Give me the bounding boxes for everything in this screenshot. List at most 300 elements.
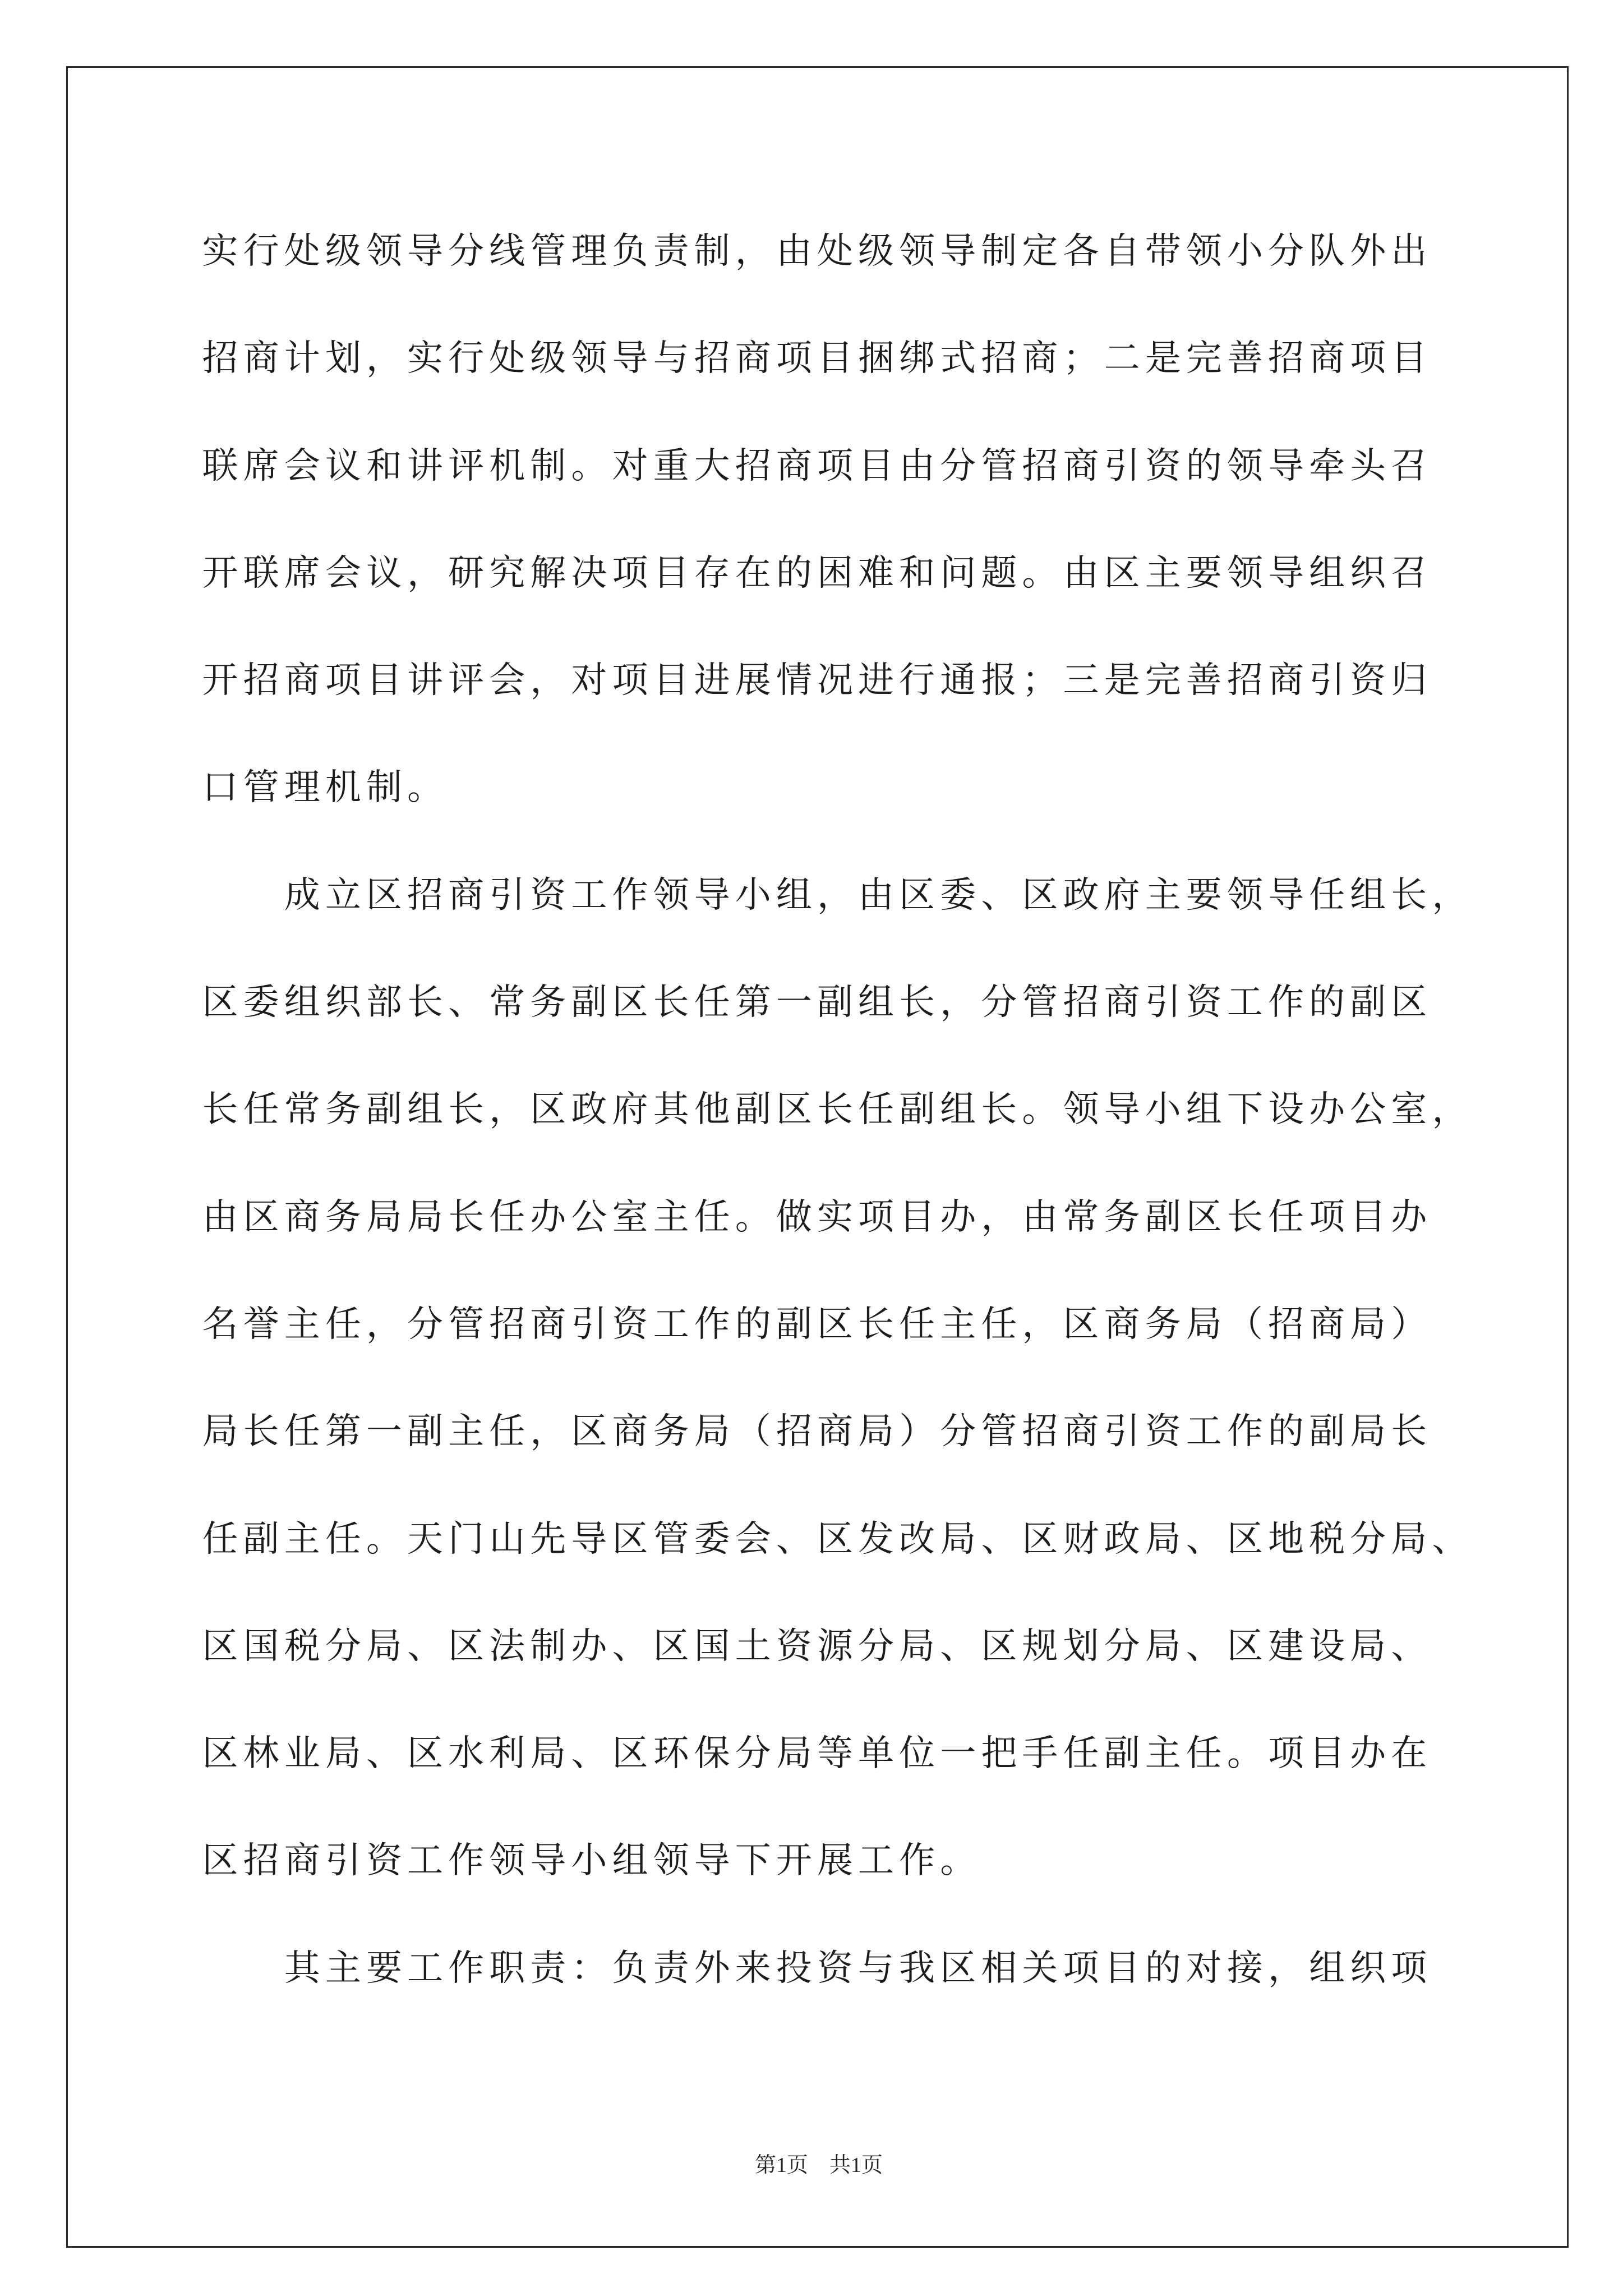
glyph-cell: 区 (1227, 1519, 1263, 1559)
text-line (200, 197, 1490, 305)
glyph-cell: 把 (981, 1733, 1017, 1774)
glyph-cell: 、 (1391, 1626, 1427, 1666)
glyph-cell: ， (530, 1411, 566, 1452)
glyph-cell: 小 (571, 1841, 607, 1881)
glyph-cell: 行 (448, 338, 485, 379)
text-line (200, 1378, 1490, 1485)
glyph-cell: 理 (284, 767, 320, 808)
glyph-cell: 公 (571, 1197, 607, 1237)
glyph-cell: 区 (1391, 982, 1427, 1023)
glyph-cell: 区 (1063, 1304, 1099, 1344)
glyph-cell: 局 (366, 1197, 402, 1237)
glyph-cell: 导 (612, 338, 648, 379)
glyph-cell: 规 (1022, 1626, 1058, 1666)
glyph-cell: 会 (284, 445, 320, 486)
glyph-cell: 任 (1186, 1733, 1222, 1774)
glyph-cell: 实 (202, 231, 238, 271)
text-line (200, 1593, 1490, 1700)
glyph-cell: 誉 (243, 1304, 279, 1344)
text-line (200, 519, 1490, 627)
glyph-cell: 长 (858, 1304, 895, 1344)
glyph-cell: 领 (489, 1841, 525, 1881)
glyph-cell: 管 (981, 1411, 1017, 1452)
text-line (200, 1915, 1490, 2022)
glyph-cell: 务 (530, 982, 566, 1023)
glyph-cell: 局 (940, 1519, 976, 1559)
glyph-cell: 作 (899, 1841, 935, 1881)
glyph-cell: 导 (940, 231, 976, 271)
glyph-cell: 主 (448, 1411, 485, 1452)
glyph-cell: 组 (407, 1089, 444, 1130)
glyph-cell: 分 (940, 1411, 976, 1452)
glyph-cell: 副 (1104, 1733, 1140, 1774)
glyph-cell: 组 (940, 1089, 976, 1130)
glyph-cell: 组 (612, 1841, 648, 1881)
glyph-cell: （ (1227, 1304, 1263, 1344)
glyph-cell: 组 (1309, 553, 1345, 593)
glyph-cell: 区 (202, 1626, 238, 1666)
glyph-cell: 主 (940, 1304, 976, 1344)
glyph-cell: 长 (448, 1197, 485, 1237)
glyph-cell: 局 (530, 1733, 566, 1774)
glyph-cell: 工 (407, 1948, 444, 1988)
glyph-cell: 任 (202, 1519, 238, 1559)
glyph-cell: 是 (1104, 660, 1140, 701)
glyph-cell: 划 (325, 338, 361, 379)
glyph-cell: 商 (735, 338, 771, 379)
glyph-cell: 制 (530, 445, 566, 486)
glyph-cell: 小 (1145, 1089, 1181, 1130)
glyph-cell: 局 (694, 1411, 730, 1452)
glyph-cell: 工 (571, 875, 607, 915)
glyph-cell: 公 (1350, 1089, 1386, 1130)
glyph-cell: 责 (653, 231, 689, 271)
glyph-cell: 区 (981, 1626, 1017, 1666)
glyph-cell: 任 (1063, 1733, 1099, 1774)
glyph-cell: 副 (1350, 982, 1386, 1023)
glyph-cell: 评 (448, 660, 485, 701)
glyph-cell: 组 (776, 875, 812, 915)
glyph-cell: 任 (694, 1197, 730, 1237)
glyph-cell: 组 (1186, 1089, 1222, 1130)
glyph-cell: 制 (530, 1626, 566, 1666)
glyph-cell: ， (489, 1089, 525, 1130)
glyph-cell: 商 (612, 1411, 648, 1452)
glyph-cell: 下 (1227, 1089, 1263, 1130)
glyph-cell: 招 (1267, 1304, 1304, 1344)
glyph-cell: 招 (1227, 660, 1263, 701)
glyph-cell: 主 (325, 1948, 361, 1988)
glyph-cell: 要 (366, 1948, 402, 1988)
glyph-cell: 副 (899, 1089, 935, 1130)
glyph-cell: 和 (899, 553, 935, 593)
glyph-cell: 局 (1145, 1519, 1181, 1559)
glyph-cell: 常 (489, 982, 525, 1023)
glyph-cell: 商 (1309, 1304, 1345, 1344)
glyph-cell: 管 (653, 1519, 689, 1559)
glyph-cell: 研 (448, 553, 485, 593)
glyph-cell: 由 (1063, 553, 1099, 593)
glyph-cell: 会 (735, 1519, 771, 1559)
glyph-cell: 题 (981, 553, 1017, 593)
glyph-cell: 导 (530, 1841, 566, 1881)
glyph-cell: 副 (366, 1089, 402, 1130)
text-line (200, 949, 1490, 1056)
glyph-cell: 常 (1063, 1197, 1099, 1237)
glyph-cell: 行 (899, 660, 935, 701)
glyph-cell: 区 (448, 1626, 485, 1666)
glyph-cell: 议 (325, 445, 361, 486)
text-line (200, 1056, 1490, 1163)
glyph-cell: 一 (366, 1411, 402, 1452)
glyph-cell: 局 (1145, 1626, 1181, 1666)
glyph-cell: ， (366, 1304, 402, 1344)
glyph-cell: 领 (366, 231, 402, 271)
glyph-cell: 商 (776, 445, 812, 486)
glyph-cell: 招 (1022, 445, 1058, 486)
text-line (200, 412, 1490, 519)
glyph-cell: 级 (858, 231, 895, 271)
glyph-cell: 资 (1350, 660, 1386, 701)
glyph-cell: 务 (325, 1089, 361, 1130)
glyph-cell: 招 (489, 1304, 525, 1344)
glyph-cell: 由 (858, 875, 895, 915)
glyph-cell: 国 (243, 1626, 279, 1666)
glyph-cell: 由 (899, 445, 935, 486)
glyph-cell: 导 (694, 1841, 730, 1881)
glyph-cell: 究 (489, 553, 525, 593)
glyph-cell: 。 (1022, 553, 1058, 593)
glyph-cell: 办 (1391, 1197, 1427, 1237)
glyph-cell: 的 (1309, 982, 1345, 1023)
glyph-cell: 区 (1022, 1519, 1058, 1559)
glyph-cell: 局 (858, 1411, 895, 1452)
glyph-cell: 下 (735, 1841, 771, 1881)
glyph-cell: 政 (571, 1089, 607, 1130)
glyph-cell: 利 (489, 1733, 525, 1774)
glyph-cell: 。 (735, 1197, 771, 1237)
glyph-cell: 资 (776, 1626, 812, 1666)
glyph-cell: 外 (694, 1948, 730, 1988)
glyph-cell: 局 (202, 1411, 238, 1452)
glyph-cell: 、 (981, 875, 1017, 915)
glyph-cell: 土 (735, 1626, 771, 1666)
glyph-cell: 招 (202, 338, 238, 379)
glyph-cell: 商 (284, 1841, 320, 1881)
glyph-cell: 领 (571, 338, 607, 379)
glyph-cell: 区 (202, 1841, 238, 1881)
glyph-cell: 手 (1022, 1733, 1058, 1774)
glyph-cell: 组 (284, 982, 320, 1023)
glyph-cell: 工 (653, 1304, 689, 1344)
glyph-cell: 局 (1350, 1411, 1386, 1452)
glyph-cell: 区 (243, 1197, 279, 1237)
glyph-cell: 任 (284, 1411, 320, 1452)
glyph-cell: 项 (1309, 1197, 1345, 1237)
glyph-cell: 区 (571, 1411, 607, 1452)
glyph-cell: 目 (653, 660, 689, 701)
glyph-cell: 工 (858, 1841, 895, 1881)
glyph-cell: 主 (1145, 553, 1181, 593)
glyph-cell: 资 (530, 875, 566, 915)
glyph-cell: 区 (653, 1626, 689, 1666)
glyph-cell: 商 (448, 875, 485, 915)
glyph-cell: 领 (653, 1841, 689, 1881)
glyph-cell: 责 (653, 1948, 689, 1988)
glyph-cell: 源 (817, 1626, 853, 1666)
glyph-cell: 计 (284, 338, 320, 379)
glyph-cell: 制 (694, 231, 730, 271)
glyph-cell: 建 (1267, 1626, 1304, 1666)
glyph-cell: 目 (858, 445, 895, 486)
glyph-cell: 是 (1145, 338, 1181, 379)
glyph-cell: 区 (612, 1733, 648, 1774)
glyph-cell: 长 (407, 982, 444, 1023)
glyph-cell: 税 (284, 1626, 320, 1666)
glyph-cell: 先 (530, 1519, 566, 1559)
glyph-cell: 导 (1267, 553, 1304, 593)
glyph-cell: 、 (407, 1626, 444, 1666)
glyph-cell: 资 (366, 1841, 402, 1881)
glyph-cell: 长 (653, 982, 689, 1023)
glyph-cell: 领 (1227, 445, 1263, 486)
glyph-cell: 引 (1145, 982, 1181, 1023)
glyph-cell: 招 (694, 338, 730, 379)
glyph-cell: 工 (1186, 1411, 1222, 1452)
glyph-cell: 级 (530, 338, 566, 379)
glyph-cell: 招 (407, 875, 444, 915)
glyph-cell: 问 (940, 553, 976, 593)
glyph-cell: 组 (1350, 875, 1386, 915)
page-number-footer: 第1页 共1页 (754, 2154, 883, 2177)
glyph-cell: 管 (530, 231, 566, 271)
glyph-cell: 项 (1350, 338, 1386, 379)
glyph-cell: 部 (366, 982, 402, 1023)
glyph-cell: 领 (1186, 231, 1222, 271)
glyph-cell: 第 (735, 982, 771, 1023)
glyph-cell: 出 (1391, 231, 1427, 271)
glyph-cell: 讲 (407, 660, 444, 701)
glyph-cell: 导 (1267, 445, 1304, 486)
glyph-cell: 任 (489, 1197, 525, 1237)
glyph-cell: 山 (489, 1519, 525, 1559)
glyph-cell: 、 (612, 1626, 648, 1666)
glyph-cell: 。 (407, 767, 444, 808)
glyph-cell: 目 (899, 1197, 935, 1237)
glyph-cell: 长 (202, 1089, 238, 1130)
glyph-cell: 决 (571, 553, 607, 593)
glyph-cell: 区 (817, 1519, 853, 1559)
glyph-cell: 目 (1350, 1197, 1386, 1237)
glyph-cell: 任 (1267, 1197, 1304, 1237)
glyph-cell: 分 (407, 1304, 444, 1344)
glyph-cell: 进 (858, 660, 895, 701)
glyph-cell: 局 (325, 1733, 361, 1774)
glyph-cell: 作 (1227, 1411, 1263, 1452)
glyph-cell: 委 (243, 982, 279, 1023)
glyph-cell: 办 (1350, 1733, 1386, 1774)
glyph-cell: 长 (1227, 1197, 1263, 1237)
glyph-cell: 任 (489, 1411, 525, 1452)
glyph-cell: 负 (612, 1948, 648, 1988)
glyph-cell: 投 (776, 1948, 812, 1988)
glyph-cell: 他 (694, 1089, 730, 1130)
glyph-cell: 主 (284, 1519, 320, 1559)
glyph-cell: 组 (858, 982, 895, 1023)
glyph-cell: 领 (1063, 1089, 1099, 1130)
text-line (200, 1271, 1490, 1378)
glyph-cell: 税 (1309, 1519, 1345, 1559)
glyph-cell: 行 (243, 231, 279, 271)
glyph-cell: 外 (1350, 231, 1386, 271)
glyph-cell: ， (735, 231, 771, 271)
glyph-cell: 导 (1267, 875, 1304, 915)
glyph-cell: 会 (325, 553, 361, 593)
glyph-cell: 席 (243, 445, 279, 486)
glyph-cell: 、 (940, 1626, 976, 1666)
glyph-cell: 商 (1022, 338, 1058, 379)
glyph-cell: 的 (1186, 445, 1222, 486)
glyph-cell: 环 (653, 1733, 689, 1774)
glyph-cell: 区 (1227, 1626, 1263, 1666)
glyph-cell: 主 (1145, 875, 1181, 915)
glyph-cell: 讲 (407, 445, 444, 486)
glyph-cell: 任 (858, 1089, 895, 1130)
glyph-cell: 各 (1063, 231, 1099, 271)
text-line (200, 734, 1490, 841)
glyph-cell: 小 (1227, 231, 1263, 271)
glyph-cell: 项 (1267, 1733, 1304, 1774)
glyph-cell: 办 (530, 1197, 566, 1237)
glyph-cell: 长 (1391, 875, 1427, 915)
glyph-cell: 工 (1227, 982, 1263, 1023)
glyph-cell: 处 (489, 338, 525, 379)
glyph-cell: 区 (1022, 875, 1058, 915)
glyph-cell: 联 (202, 445, 238, 486)
glyph-cell: 区 (407, 1733, 444, 1774)
glyph-cell: 会 (489, 660, 525, 701)
glyph-cell: 由 (776, 231, 812, 271)
glyph-cell: 导 (1104, 1089, 1140, 1130)
glyph-cell: 定 (1022, 231, 1058, 271)
glyph-cell: 任 (694, 982, 730, 1023)
glyph-cell: 机 (489, 445, 525, 486)
glyph-cell: 办 (940, 1197, 976, 1237)
glyph-cell: 。 (366, 1519, 402, 1559)
glyph-cell: 善 (1186, 660, 1222, 701)
glyph-cell: 议 (366, 553, 402, 593)
glyph-cell: 局 (1391, 1519, 1427, 1559)
glyph-cell: 商 (1309, 338, 1345, 379)
glyph-cell: 项 (817, 445, 853, 486)
glyph-cell: 展 (817, 1841, 853, 1881)
glyph-cell: 引 (1104, 445, 1140, 486)
glyph-cell: 分 (940, 445, 976, 486)
glyph-cell: 。 (1022, 1089, 1058, 1130)
glyph-cell: 副 (776, 1304, 812, 1344)
glyph-cell: ， (530, 660, 566, 701)
glyph-cell: 引 (1104, 1411, 1140, 1452)
glyph-cell: 我 (899, 1948, 935, 1988)
glyph-cell: 区 (899, 875, 935, 915)
glyph-cell: 业 (284, 1733, 320, 1774)
glyph-cell: 引 (571, 1304, 607, 1344)
glyph-cell: 困 (817, 553, 853, 593)
glyph-cell: 管 (981, 445, 1017, 486)
glyph-cell: 作 (1267, 982, 1304, 1023)
glyph-cell: 完 (1145, 660, 1181, 701)
glyph-cell: 常 (284, 1089, 320, 1130)
glyph-cell: 商 (530, 1304, 566, 1344)
glyph-cell: 。 (940, 1841, 976, 1881)
glyph-cell: 相 (981, 1948, 1017, 1988)
glyph-cell: ， (1267, 1948, 1304, 1988)
glyph-cell: 作 (694, 1304, 730, 1344)
glyph-cell: 导 (694, 875, 730, 915)
glyph-cell: 局 (1350, 1304, 1386, 1344)
glyph-cell: 其 (653, 1089, 689, 1130)
glyph-cell: 、 (366, 1733, 402, 1774)
glyph-cell: 项 (325, 660, 361, 701)
paragraph-3 (200, 1915, 1490, 2022)
glyph-cell: 改 (899, 1519, 935, 1559)
glyph-cell: ； (1022, 660, 1058, 701)
glyph-cell: 资 (1145, 1411, 1181, 1452)
glyph-cell: 副 (1309, 1411, 1345, 1452)
glyph-cell: 一 (940, 1733, 976, 1774)
glyph-cell: ； (1063, 338, 1099, 379)
glyph-cell: 区 (776, 1089, 812, 1130)
glyph-cell: 商 (243, 338, 279, 379)
glyph-cell: 保 (694, 1733, 730, 1774)
glyph-cell: 展 (735, 660, 771, 701)
glyph-cell: 招 (1063, 982, 1099, 1023)
glyph-cell: 分 (735, 1733, 771, 1774)
glyph-cell: 区 (817, 1304, 853, 1344)
glyph-cell: 组 (1309, 1948, 1345, 1988)
glyph-cell: 等 (817, 1733, 853, 1774)
glyph-cell: 门 (448, 1519, 485, 1559)
glyph-cell: 处 (817, 231, 853, 271)
glyph-cell: 责 (530, 1948, 566, 1988)
glyph-cell: 局 (1350, 1626, 1386, 1666)
glyph-cell: 实 (407, 338, 444, 379)
glyph-cell: 分 (981, 982, 1017, 1023)
glyph-cell: 的 (1267, 1411, 1304, 1452)
glyph-cell: 目 (1104, 1948, 1140, 1988)
glyph-cell: 区 (366, 875, 402, 915)
glyph-cell: 长 (1391, 1411, 1427, 1452)
glyph-cell: ， (1432, 875, 1468, 915)
glyph-cell: ， (1432, 1089, 1468, 1130)
glyph-cell: 区 (612, 1519, 648, 1559)
glyph-cell: 完 (1186, 338, 1222, 379)
glyph-cell: 发 (858, 1519, 895, 1559)
glyph-cell: 领 (1227, 875, 1263, 915)
glyph-cell: 要 (1186, 553, 1222, 593)
glyph-cell: 与 (653, 338, 689, 379)
glyph-cell: 难 (858, 553, 895, 593)
glyph-cell: 开 (202, 553, 238, 593)
glyph-cell: 区 (530, 1089, 566, 1130)
glyph-cell: 商 (284, 1197, 320, 1237)
glyph-cell: 解 (530, 553, 566, 593)
glyph-cell: 地 (1267, 1519, 1304, 1559)
glyph-cell: 第 (325, 1411, 361, 1452)
glyph-cell: ， (1022, 1304, 1058, 1344)
glyph-cell: 、 (571, 1733, 607, 1774)
glyph-cell: 区 (202, 1733, 238, 1774)
